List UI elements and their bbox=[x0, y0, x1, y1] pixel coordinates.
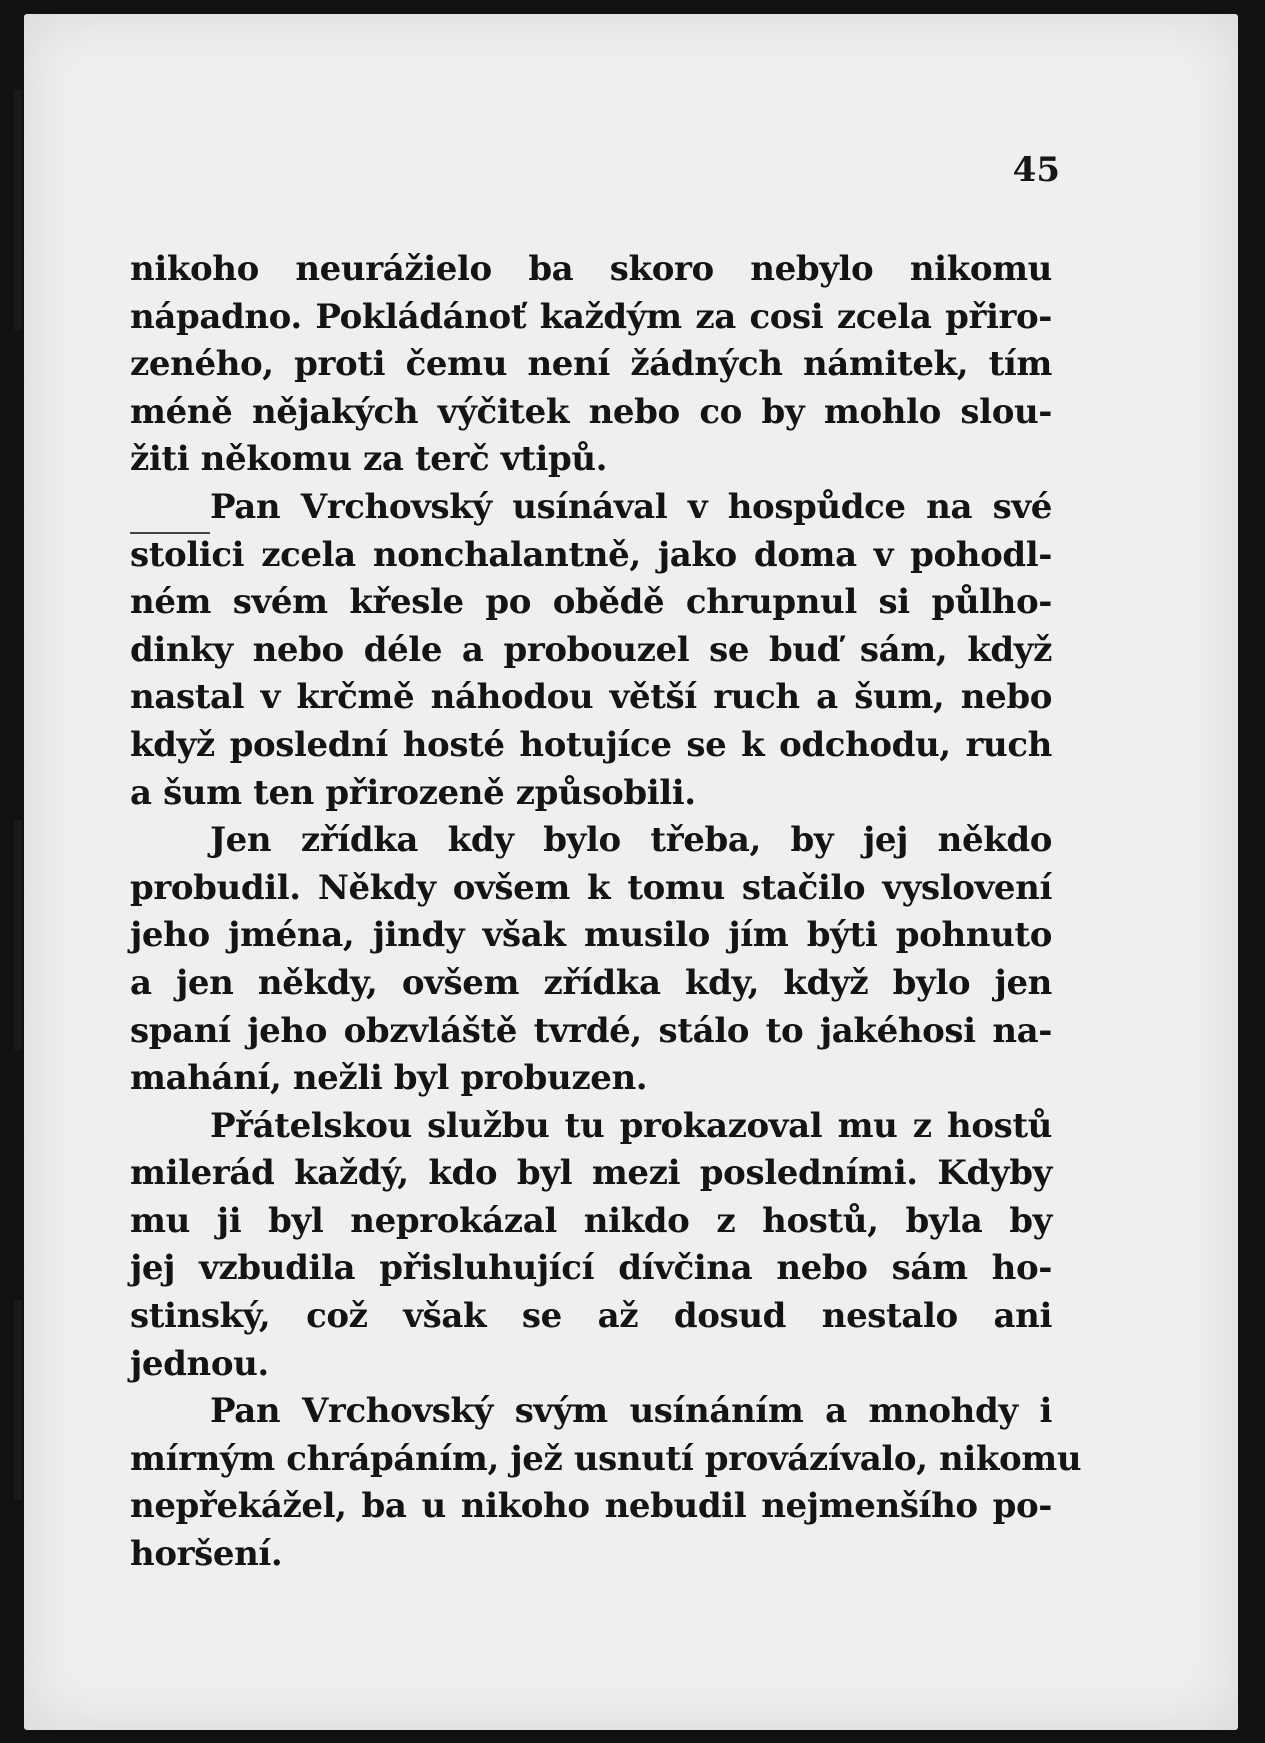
text-line: horšení. bbox=[130, 1534, 283, 1575]
text-line: jeho jména, jindy však musilo jím býti pohnuto bbox=[130, 915, 1052, 956]
text-line: jednou. bbox=[130, 1343, 269, 1384]
text-line: Jen zřídka kdy bylo třeba, by jej někdo bbox=[210, 820, 1052, 861]
body-text bbox=[130, 246, 1082, 1579]
text-line: když poslední hosté hotujíce se k odchodu, ruch bbox=[130, 724, 1052, 765]
text-line: nápadno. Pokládánoť každým za cosi zcela přiro- bbox=[130, 296, 1052, 337]
text-line: nikoho neurážielo ba skoro nebylo nikomu bbox=[130, 249, 1052, 289]
text-line: Pan Vrchovský svým usínáním a mnohdy i bbox=[210, 1391, 1052, 1432]
text-line: ném svém křesle po obědě chrupnul si půlho- bbox=[130, 582, 1052, 623]
text-line: Pan Vrchovský usínával v hospůdce na své bbox=[210, 486, 1052, 527]
text-line: stinský, což však se až dosud nestalo ani bbox=[130, 1296, 1052, 1337]
text-line: žiti někomu za terč vtipů. bbox=[130, 439, 608, 480]
text-line: Přátelskou službu tu prokazoval mu z hostů bbox=[210, 1105, 1052, 1146]
text-line: dinky nebo déle a probouzel se buď sám, když bbox=[130, 629, 1052, 670]
text-line: zeného, proti čemu není žádných námitek, tím bbox=[130, 344, 1052, 385]
text-line: probudil. Někdy ovšem k tomu stačilo vyslovení bbox=[130, 867, 1052, 908]
page-number: 45 bbox=[1012, 150, 1060, 190]
text-line: mu ji byl neprokázal nikdo z hostů, byla by bbox=[130, 1200, 1052, 1241]
text-line: a jen někdy, ovšem zřídka kdy, když bylo jen bbox=[130, 962, 1052, 1003]
text-line: mahání, nežli byl probuzen. bbox=[130, 1058, 648, 1099]
text-line: nastal v krčmě náhodou větší ruch a šum, nebo bbox=[130, 677, 1052, 718]
binding-mark-middle bbox=[14, 820, 22, 1050]
text-line: milerád každý, kdo byl mezi posledními. Kdyby bbox=[130, 1153, 1052, 1194]
binding-mark-bottom bbox=[14, 1300, 22, 1500]
binding-mark-top bbox=[14, 90, 22, 330]
text-line: a šum ten přirozeně způsobili. bbox=[130, 772, 696, 813]
text-line: stolici zcela nonchalantně, jako doma v pohodl- bbox=[130, 534, 1052, 575]
text-line: spaní jeho obzvláště tvrdé, stálo to jakéhosi na- bbox=[130, 1010, 1052, 1051]
text-line: mírným chrápáním, jež usnutí provázívalo, nikomu bbox=[130, 1438, 1082, 1479]
text-line: jej vzbudila přisluhující dívčina nebo sám ho- bbox=[130, 1248, 1052, 1289]
text-line: méně nějakých výčitek nebo co by mohlo slou- bbox=[130, 391, 1052, 432]
text-line: nepřekážel, ba u nikoho nebudil nejmenšího po- bbox=[130, 1486, 1052, 1527]
